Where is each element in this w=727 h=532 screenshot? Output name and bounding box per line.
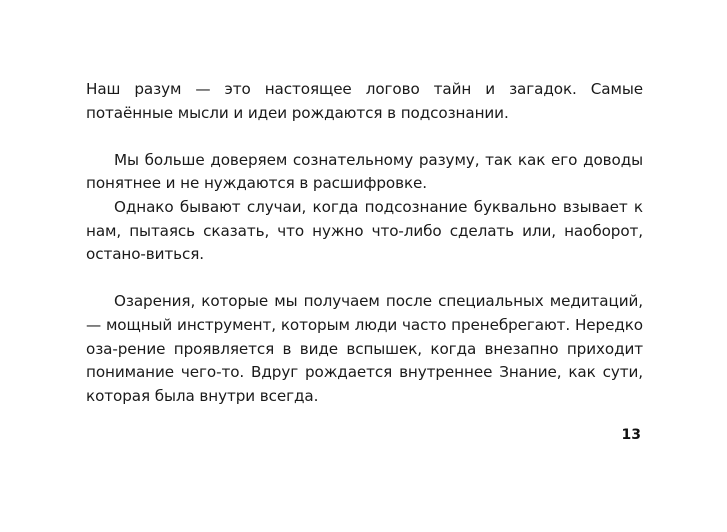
page-number: 13: [621, 427, 641, 443]
body-text: [86, 78, 643, 408]
paragraph-spacer: [86, 125, 643, 149]
paragraph-1: Наш разум — это настоящее логово тайн и загадок. Самые потаённые мысли и идеи рождаются в подсознании.: [86, 80, 643, 122]
paragraph-2: Мы больше доверяем сознательному разуму, так как его доводы понятнее и не нуждаются в расшифровке.: [86, 150, 643, 193]
paragraph-3: Однако бывают случаи, когда подсознание буквально взывает к нам, пытаясь сказать, что нужно что-либо сделать или, наоборот, остано-виться.: [86, 197, 643, 264]
paragraph-4: Озарения, которые мы получаем после специальных медитаций, — мощный инструмент, которым люди часто пренебрегают. Нередко оза-рение проявляется в виде вспышек, когда внезапно приходит понимание чего-то. Вдруг рождается внутреннее Знание, как сути, которая была внутри всегда.: [86, 292, 643, 405]
paragraph-spacer: [86, 267, 643, 291]
